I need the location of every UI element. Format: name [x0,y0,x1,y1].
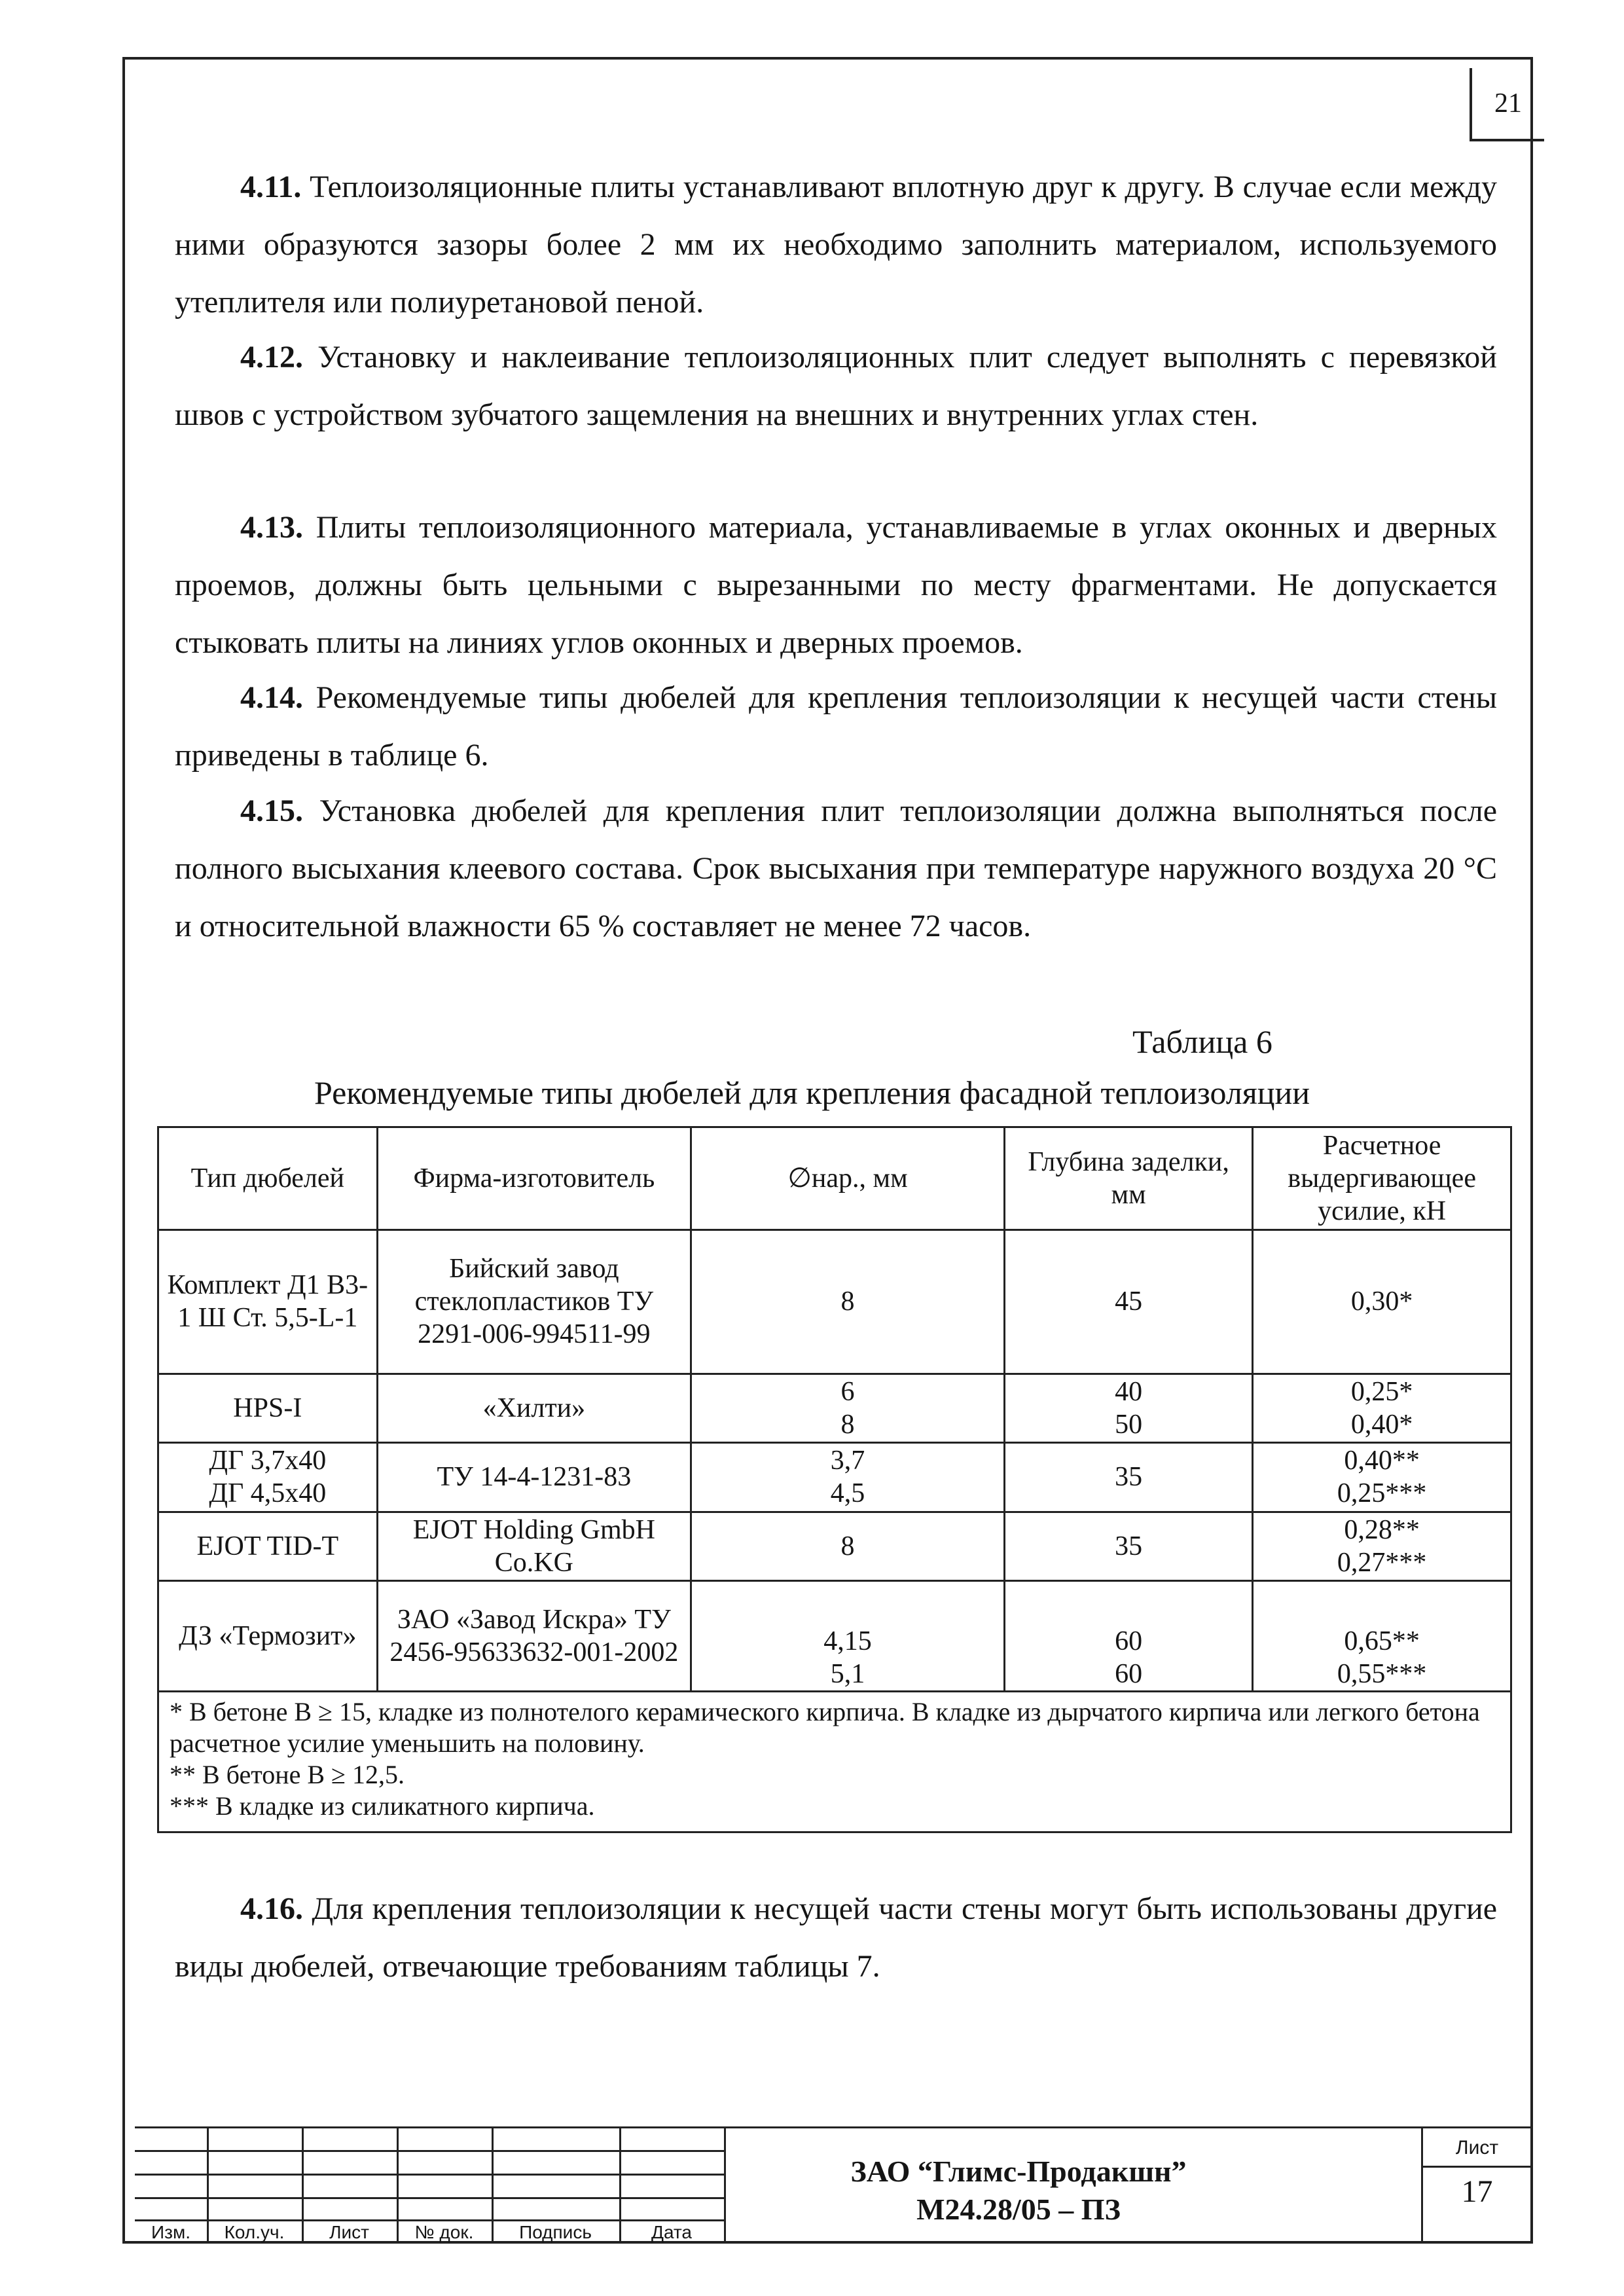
paragraph-text: Для крепления теплоизоляции к несущей части стены могут быть использованы другие виды дюбелей, отвечающие требованиям таблицы 7. [175,1891,1497,1984]
table-cell: EJOT TID-T [158,1512,378,1580]
table-cell: 4,15 5,1 [691,1581,1005,1692]
organization-name: ЗАО “Глимс-Продакшн” [850,2155,1187,2188]
paragraph-number: 4.12. [240,340,303,374]
table-cell: 0,25* 0,40* [1253,1374,1511,1442]
table-cell: 3,7 4,5 [691,1443,1005,1512]
stamp-rule [135,2174,724,2176]
header-cell: Расчетное выдергивающее усилие, кН [1253,1127,1511,1230]
table-cell: HPS-I [158,1374,378,1442]
stamp-label: Изм. [151,2222,190,2242]
table-cell: ТУ 14-4-1231-83 [377,1443,691,1512]
document-code: М24.28/05 – ПЗ [916,2193,1121,2226]
paragraph-number: 4.11. [240,170,302,204]
stamp-rule [135,2219,724,2221]
table-label: Таблица 6 [1132,1023,1272,1060]
table-cell: 45 [1004,1230,1252,1374]
paragraph-number: 4.14. [240,680,303,715]
table-row [158,1230,1511,1374]
stamp-label: Кол.уч. [224,2222,285,2242]
paragraph-4-11 [175,158,1497,331]
table-cell: ДЗ «Термозит» [158,1581,378,1692]
table-header-row [158,1127,1511,1230]
header-cell: ∅нар., мм [691,1127,1005,1230]
paragraph-text: Установку и наклеивание теплоизоляционных плит следует выполнять с перевязкой швов с устройством зубчатого защемления на внешних и внутренних углах стен. [175,340,1497,432]
table-cell: 0,40** 0,25*** [1253,1443,1511,1512]
table-cell: ЗАО «Завод Искра» ТУ 2456-95633632-001-2002 [377,1581,691,1692]
title-block [135,2126,1533,2244]
paragraph-4-16 [175,1880,1497,1995]
table-cell: 60 60 [1004,1581,1252,1692]
table-cell: 8 [691,1230,1005,1374]
paragraph-number: 4.13. [240,510,303,545]
sheet-label: Лист [1455,2137,1499,2159]
table-cell: 35 [1004,1512,1252,1580]
paragraph-4-13 [175,499,1497,672]
stamp-title [724,2153,1313,2229]
table-row [158,1443,1511,1512]
table-cell: Бийский завод стеклопластиков ТУ 2291-006-994511-99 [377,1230,691,1374]
stamp-label: Подпись [519,2222,592,2242]
header-cell: Фирма-изготовитель [377,1127,691,1230]
table-note: ** В бетоне В ≥ 12,5. [170,1759,405,1789]
table-cell: «Хилти» [377,1374,691,1442]
stamp-rule [1421,2166,1533,2168]
sheet-number: 17 [1461,2174,1493,2209]
paragraph-4-12 [175,329,1497,444]
stamp-label: № док. [414,2222,474,2242]
paragraph-number: 4.15. [240,793,303,828]
table-cell: 8 [691,1512,1005,1580]
paragraph-text: Плиты теплоизоляционного материала, устанавливаемые в углах оконных и дверных проемов, должны быть цельными с вырезанными по месту фрагментами. Не допускается стыковать плиты на линиях углов оконных и дверных проемов. [175,510,1497,660]
table-cell: 35 [1004,1443,1252,1512]
header-cell: Тип дюбелей [158,1127,378,1230]
table-cell: ДГ 3,7x40 ДГ 4,5x40 [158,1443,378,1512]
table-cell: 0,30* [1253,1230,1511,1374]
header-cell: Глубина заделки, мм [1004,1127,1252,1230]
table-note: * В бетоне В ≥ 15, кладке из полнотелого керамического кирпича. В кладке из дырчатого кирпича или легкого бетона расчетное усилие уменьшить на половину. [170,1696,1480,1758]
table-note: *** В кладке из силикатного кирпича. [170,1791,595,1821]
paragraph-4-14 [175,669,1497,784]
stamp-rule [135,2150,724,2152]
table-row [158,1512,1511,1580]
paragraph-number: 4.16. [240,1891,303,1926]
paragraph-text: Установка дюбелей для крепления плит теплоизоляции должна выполняться после полного высыхания клеевого состава. Срок высыхания при температуре наружного воздуха 20 °С и относительной влажности 65 % составляет не менее 72 часов. [175,793,1497,943]
table-cell: EJOT Holding GmbH Co.KG [377,1512,691,1580]
dowel-table [157,1126,1512,1833]
table-notes-row [158,1691,1511,1832]
stamp-label: Лист [329,2222,369,2242]
table-row [158,1374,1511,1442]
paragraph-4-15 [175,782,1497,955]
paragraph-text: Рекомендуемые типы дюбелей для крепления теплоизоляции к несущей части стены приведены в таблице 6. [175,680,1497,773]
stamp-rule [135,2197,724,2199]
table-cell: Комплект Д1 В3-1 Ш Ст. 5,5-L-1 [158,1230,378,1374]
table-notes [158,1691,1511,1832]
table-cell: 0,28** 0,27*** [1253,1512,1511,1580]
table-row [158,1581,1511,1692]
table-title: Рекомендуемые типы дюбелей для крепления фасадной теплоизоляции [314,1074,1310,1111]
table-cell: 6 8 [691,1374,1005,1442]
table-cell: 40 50 [1004,1374,1252,1442]
page-number: 21 [1470,68,1544,141]
paragraph-text: Теплоизоляционные плиты устанавливают вплотную друг к другу. В случае если между ними образуются зазоры более 2 мм их необходимо заполнить материалом, используемого утеплителя или полиуретановой пеной. [175,170,1497,319]
stamp-border-top [135,2126,1533,2128]
stamp-label: Дата [651,2222,692,2242]
table-cell: 0,65** 0,55*** [1253,1581,1511,1692]
